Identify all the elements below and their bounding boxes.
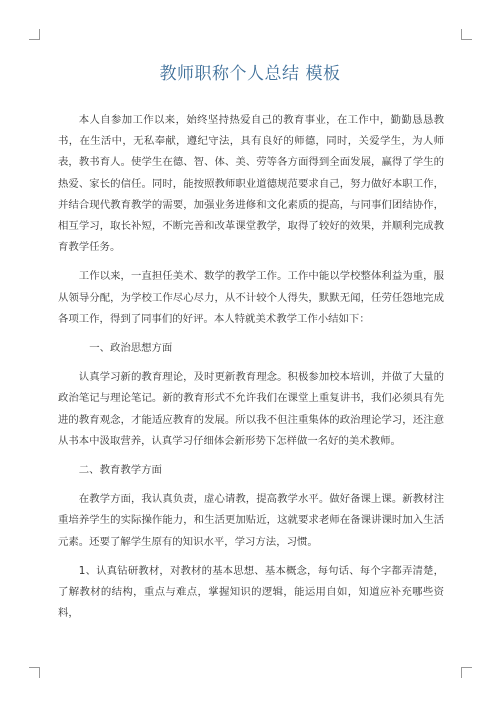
crop-mark-bottom-right	[461, 667, 472, 678]
section-heading-teaching: 二、教育教学方面	[78, 464, 162, 477]
crop-mark-top-left	[29, 29, 40, 40]
crop-mark-top-right	[461, 29, 472, 40]
paragraph-teaching-item-1: 1、认真钻研教材，对教材的基本思想、基本概念，每句话、每个字都弄清楚，了解教材的结构，重点与难点，掌握知识的逻辑，能运用自如，知道应补充哪些资料，	[58, 564, 444, 620]
paragraph-politics: 认真学习新的教育理论，及时更新教育理念。积极参加校本培训，并做了大量的政治笔记与理论笔记。新的教育形式不允许我们在课堂上重复讲书，我们必须具有先进的教育观念，才能适应教育的发展。所以我不但注重集体的政治理论学习，还注意从书本中汲取营养，认真学习仔细体会新形势下怎样做一名好的美术教师。	[58, 371, 444, 447]
paragraph-teaching: 在教学方面，我认真负责，虚心请教，提高教学水平。做好备课上课。新教材注重培养学生的实际操作能力，和生活更加贴近，这就要求老师在备课讲课时加入生活元素。还要了解学生原有的知识水平，学习方法，习惯。	[58, 493, 444, 548]
crop-mark-bottom-left	[29, 667, 40, 678]
section-heading-politics: 一、政治思想方面	[89, 342, 173, 355]
paragraph-intro: 本人自参加工作以来，始终坚持热爱自己的教育事业，在工作中，勤勤恳恳教书，在生活中，无私奉献，遵纪守法，具有良好的师德，同时，关爱学生，为人师表，教书育人。使学生在德、智、体、美、劳等各方面得到全面发展，赢得了学生的热爱、家长的信任。同时，能按照教师职业道德规范要求自己，努力做好本职工作，并结合现代教育教学的需要，加强业务进修和文化素质的提高，与同事们团结协作，相互学习，取长补短，不断完善和改革课堂教学，取得了较好的效果，并顺利完成教育教学任务。	[58, 114, 444, 254]
document-body	[58, 110, 444, 632]
paragraph-work-summary: 工作以来，一直担任美术、数学的教学工作。工作中能以学校整体利益为重，服从领导分配，为学校工作尽心尽力，从不计较个人得失，默默无闻，任劳任怨地完成各项工作，得到了同事们的好评。本人特就美术教学工作小结如下：	[58, 270, 444, 325]
document-title: 教师职称个人总结 模板	[159, 64, 341, 84]
